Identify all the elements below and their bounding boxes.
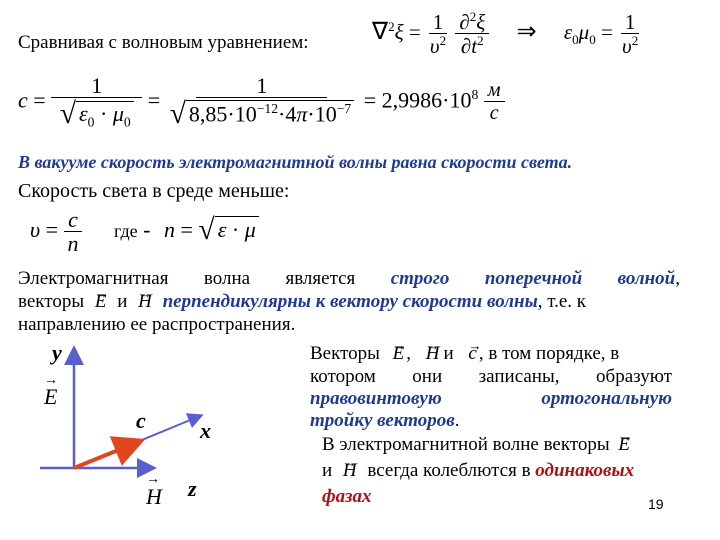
medium-text: Скорость света в среде меньше:: [18, 180, 290, 202]
wave-equation: ∇$^2$ξ = $\frac{1}{\upsilon^2}$ $\frac{\partial^2\xi}{\partial t^2}$ ⇒ $\varepsilon_0\mu_0$ = $\frac{1}{\upsilon^2}$: [372, 9, 639, 59]
medium-formula: υ = $\frac{c}{n}$ где - n = √ ε · μ: [30, 208, 259, 256]
vectors-row2: котором они записаны, образуют: [310, 366, 672, 387]
oscillation-row1: В электромагнитной волне векторы → E: [322, 434, 630, 456]
vectors-row1: Векторы → E , → H и → c , в том порядке, в: [310, 343, 619, 365]
x-label: x: [200, 418, 211, 443]
oscillation-row3: фазах: [322, 486, 372, 507]
transverse-row3: направлению ее распространения.: [18, 314, 296, 335]
vacuum-statement: В вакууме скорость электромагнитной волны равна скорости света.: [18, 152, 573, 172]
line1-label: Сравнивая с волновым уравнением:: [18, 32, 309, 53]
E-arrow: →: [44, 373, 58, 388]
oscillation-row2: и → H всегда колеблются в одинаковых: [322, 460, 634, 482]
vectors-row3: правовинтовую ортогональную: [310, 388, 672, 409]
units-m: м: [484, 80, 505, 102]
units-s: с: [489, 102, 499, 125]
H-label: H: [146, 484, 162, 509]
vector-diagram: [30, 338, 230, 510]
y-label: y: [52, 340, 62, 365]
z-label: z: [188, 476, 197, 501]
transverse-row2: векторы → E и → H перпендикулярны к вектору скорости волны, т.е. к: [18, 291, 586, 313]
c-label: c: [136, 408, 146, 433]
transverse-row1: Электромагнитная волна является строго поперечной волной,: [18, 268, 680, 289]
H-arrow: →: [146, 472, 160, 487]
E-label: E: [44, 384, 58, 409]
c-vector: [74, 442, 138, 468]
vectors-row4: тройку векторов.: [310, 410, 460, 431]
speed-of-light-formula: c = $\frac{1}{√ \varepsilon_0 \cdot \mu_0}$ = $\frac{1}{√ 8,85\cdot 10^{-12}\cdot 4\pi\cdot 10^{-7}}$ = $2,9986\cdot 10^8$ $\frac{м}{с}$: [18, 74, 505, 131]
page-number: 19: [648, 496, 664, 512]
where-label: где: [114, 221, 138, 242]
